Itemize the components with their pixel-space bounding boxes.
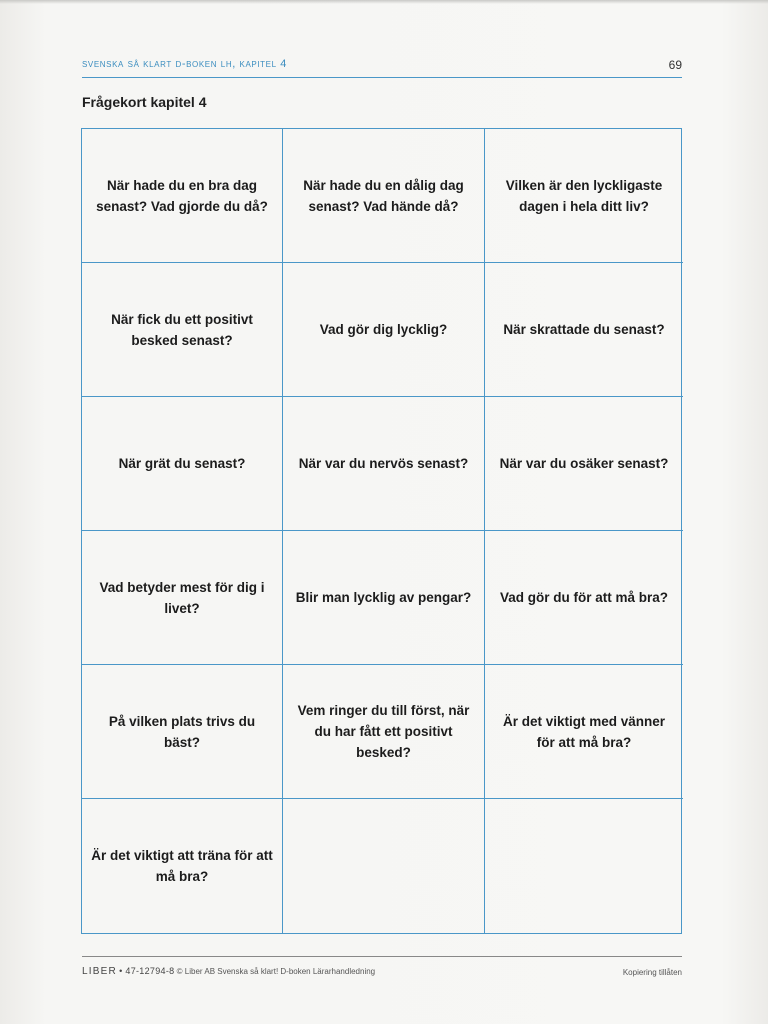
page-footer — [82, 966, 682, 980]
question-card: På vilken plats trivs du bäst? — [82, 665, 283, 799]
running-head: svenska så klart d-boken lh, kapitel 4 — [82, 58, 287, 70]
isbn: • 47-12794-8 — [119, 966, 175, 976]
page-number: 69 — [668, 58, 682, 72]
question-card: När grät du senast? — [82, 397, 283, 531]
header-rule — [82, 77, 682, 78]
page-title: Frågekort kapitel 4 — [82, 94, 207, 110]
question-card-grid — [81, 128, 682, 934]
empty-card — [485, 799, 683, 933]
copy-permission: Kopiering tillåten — [622, 968, 682, 977]
question-card: Vad gör dig lycklig? — [283, 263, 485, 397]
footer-rule — [82, 956, 682, 957]
question-card: När var du osäker senast? — [485, 397, 683, 531]
question-card: Är det viktigt med vänner för att må bra? — [485, 665, 683, 799]
page-header — [82, 58, 682, 76]
question-card: Vad gör du för att må bra? — [485, 531, 683, 665]
copyright: © Liber AB Svenska så klart! D-boken Lärarhandledning — [176, 967, 376, 976]
question-card: Vilken är den lyckligaste dagen i hela ditt liv? — [485, 129, 683, 263]
empty-card — [283, 799, 485, 933]
question-card: När fick du ett positivt besked senast? — [82, 263, 283, 397]
question-card: När skrattade du senast? — [485, 263, 683, 397]
question-card: När hade du en bra dag senast? Vad gjorde du då? — [82, 129, 283, 263]
question-card: Vem ringer du till först, när du har fått ett positivt besked? — [283, 665, 485, 799]
question-card: Är det viktigt att träna för att må bra? — [82, 799, 283, 933]
question-card: Blir man lycklig av pengar? — [283, 531, 485, 665]
publisher-brand: LIBER — [82, 966, 117, 977]
question-card: När var du nervös senast? — [283, 397, 485, 531]
footer-imprint — [82, 966, 375, 977]
question-card: Vad betyder mest för dig i livet? — [82, 531, 283, 665]
question-card: När hade du en dålig dag senast? Vad hände då? — [283, 129, 485, 263]
scan-edge-shadow — [0, 0, 768, 4]
